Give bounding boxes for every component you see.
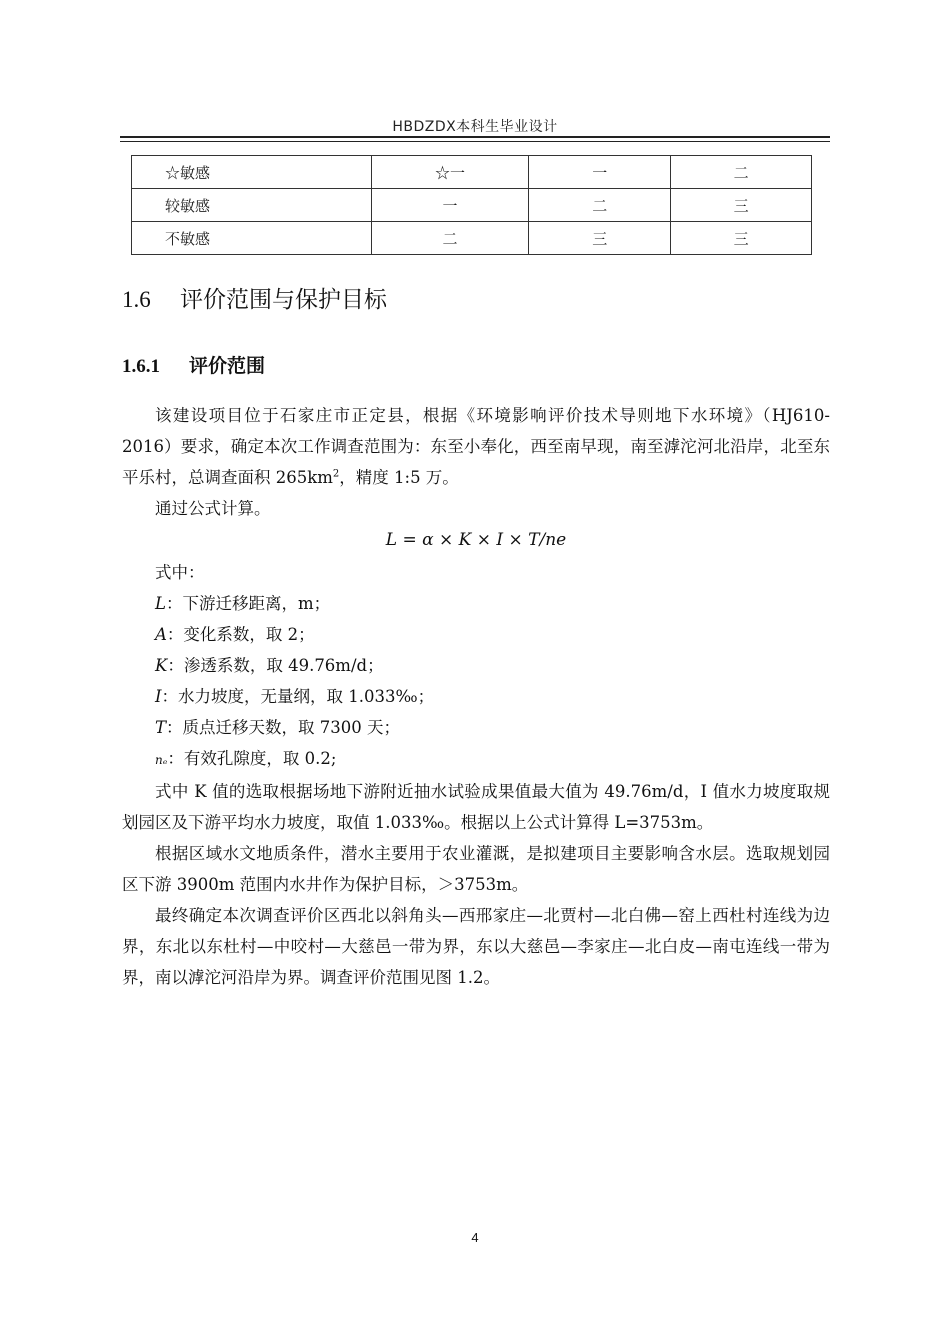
- variable-desc: ：有效孔隙度，取 0.2;: [167, 749, 337, 768]
- variable-symbol: L: [155, 594, 166, 613]
- variable-line: [122, 650, 830, 681]
- subsection-title: 评价范围: [189, 355, 266, 377]
- table-cell: ☆敏感: [132, 156, 372, 189]
- subsection-heading: [122, 351, 265, 378]
- variable-desc: ：下游迁移距离，m；: [165, 594, 331, 613]
- table-cell: 三: [671, 222, 812, 255]
- table-row: [132, 189, 812, 222]
- page-header: HBDZDX本科生毕业设计: [392, 119, 558, 135]
- paragraph-k-value: 式中 K 值的选取根据场地下游附近抽水试验成果值最大值为 49.76m/d，I 值水力坡度取规划园区及下游平均水力坡度，取值 1.033‰。根据以上公式计算得 L=3753m。: [122, 782, 830, 832]
- variable-desc: ：渗透系数，取 49.76m/d；: [167, 656, 384, 675]
- variable-symbol: K: [155, 656, 168, 675]
- subsection-number: 1.6.1: [122, 356, 160, 377]
- table-cell: 二: [371, 222, 529, 255]
- variable-symbol: A: [155, 625, 167, 644]
- variable-line: [122, 619, 830, 650]
- table-cell: ☆一: [371, 156, 529, 189]
- variable-desc: ：质点迁移天数，取 7300 天；: [166, 718, 400, 737]
- table-cell: 二: [529, 189, 671, 222]
- variable-desc: ：水力坡度，无量纲，取 1.033‰；: [161, 687, 435, 706]
- paragraph-protection-target: 根据区域水文地质条件，潜水主要用于农业灌溉，是拟建项目主要影响含水层。选取规划园区下游 3900m 范围内水井作为保护目标，＞3753m。: [122, 844, 830, 894]
- table-cell: 一: [371, 189, 529, 222]
- table-cell: 一: [529, 156, 671, 189]
- section-heading: [122, 281, 387, 314]
- variable-symbol: nₑ: [155, 753, 168, 767]
- paragraph-scope-text: 该建设项目位于石家庄市正定县，根据《环境影响评价技术导则地下水环境》（HJ610-2016）要求，确定本次工作调查范围为：东至小奉化，西至南早现，南至滹沱河北沿岸，北至东平乐村，总调查面积 265km: [122, 406, 830, 487]
- paragraph-where: 式中：: [155, 563, 205, 582]
- header-rule-thin: [120, 141, 830, 142]
- variable-symbol: T: [155, 718, 167, 737]
- section-title: 评价范围与保护目标: [180, 287, 387, 313]
- variable-line: [122, 681, 830, 712]
- variable-line: [122, 712, 830, 743]
- header-rule-thick: [120, 136, 830, 138]
- variable-symbol: I: [155, 687, 162, 706]
- table-cell: 不敏感: [132, 222, 372, 255]
- superscript: 2: [332, 468, 340, 480]
- paragraph-boundary: 最终确定本次调查评价区西北以斜角头—西邢家庄—北贾村—北白佛—窑上西杜村连线为边界，东北以东杜村—中咬村—大慈邑一带为界，东以大慈邑—李家庄—北白皮—南屯连线一带为界，南以滹沱河沿岸为界。调查评价范围见图 1.2。: [122, 906, 830, 987]
- paragraph-formula-intro: 通过公式计算。: [155, 499, 271, 518]
- paragraph-scope: [122, 400, 830, 493]
- table-cell: 三: [671, 189, 812, 222]
- table-row: [132, 156, 812, 189]
- table-cell: 三: [529, 222, 671, 255]
- table-cell: 二: [671, 156, 812, 189]
- paragraph-scope-tail: ，精度 1:5 万。: [339, 468, 459, 487]
- section-number: 1.6: [122, 287, 151, 312]
- page-number: 4: [471, 1230, 479, 1245]
- body-text: [122, 400, 830, 993]
- sensitivity-table: [131, 155, 812, 255]
- variable-line: [122, 588, 830, 619]
- formula: L = α × K × I × T/ne: [385, 530, 567, 550]
- variable-desc: ：变化系数，取 2；: [166, 625, 315, 644]
- variable-line: [122, 743, 830, 776]
- table-row: [132, 222, 812, 255]
- table-cell: 较敏感: [132, 189, 372, 222]
